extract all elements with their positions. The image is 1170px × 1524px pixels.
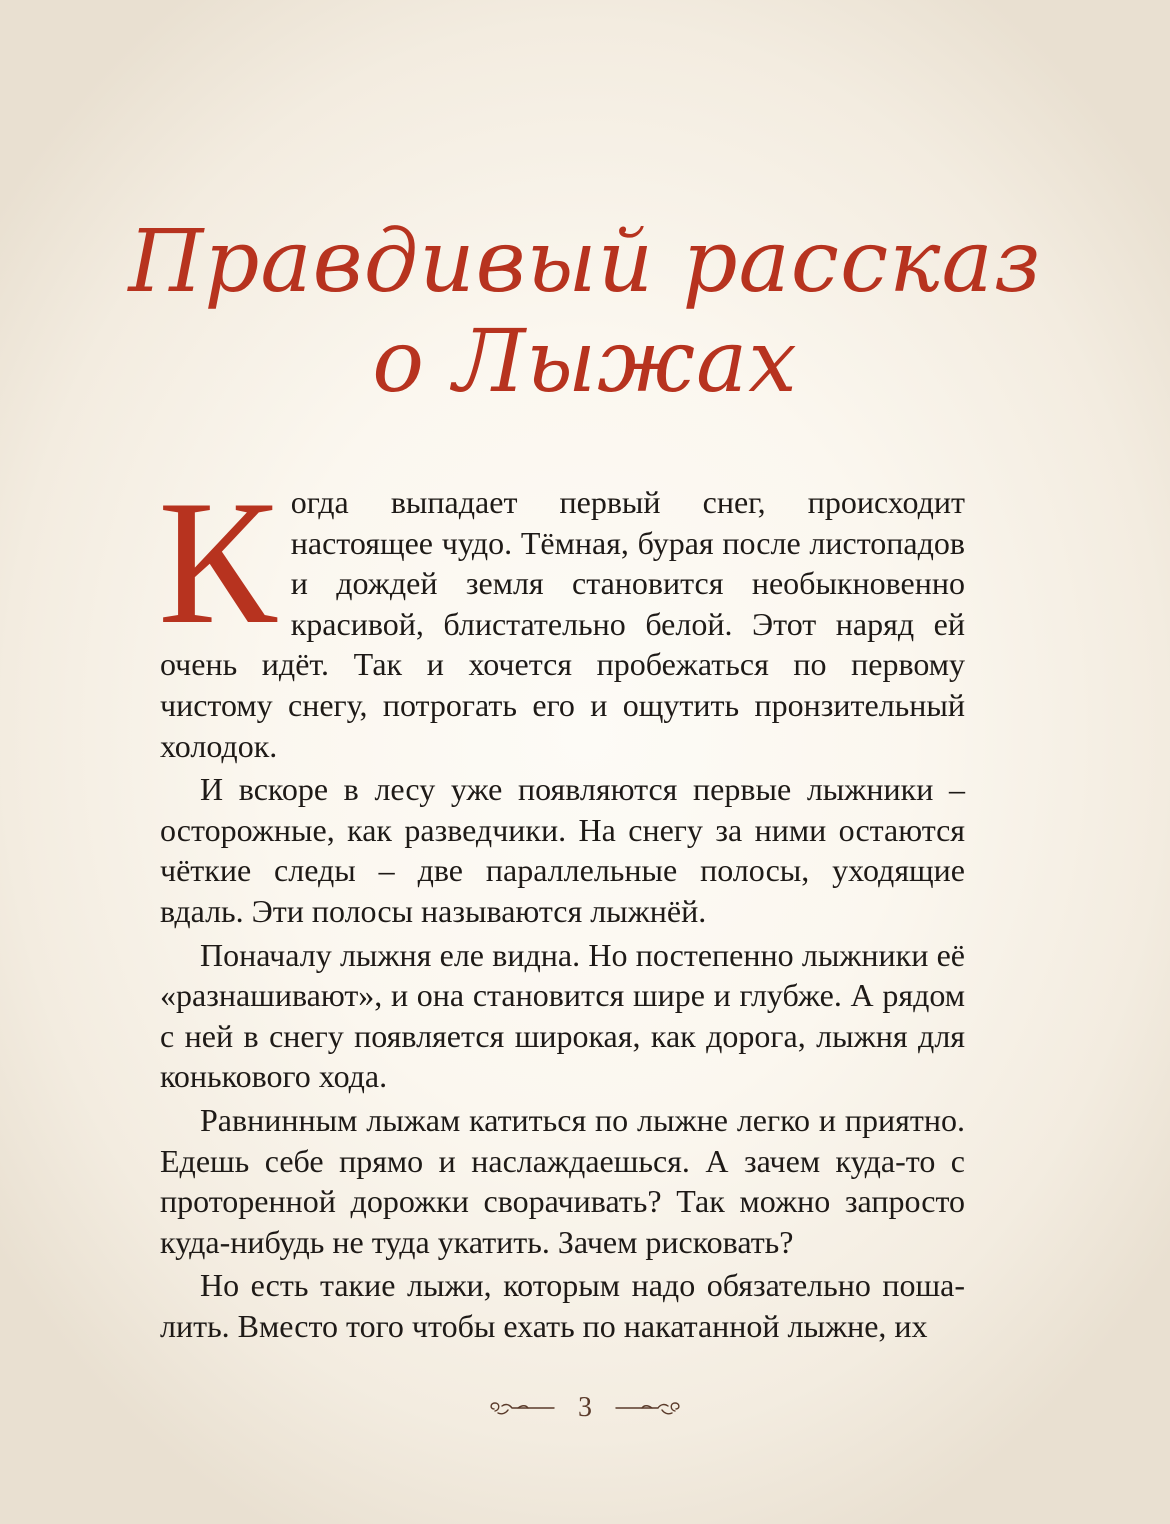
- paragraph-5: Но есть такие лыжи, которым надо обязательно пошалить. Вместо того чтобы ехать по накатанной лыжне, их: [160, 1267, 965, 1344]
- page-title: [0, 212, 1170, 412]
- title-line-2: о Лыжах: [372, 312, 798, 412]
- page-number: 3: [578, 1392, 592, 1423]
- flourish-right-icon: [614, 1397, 682, 1419]
- story-text: [158, 463, 965, 1349]
- flourish-left-icon: [488, 1397, 556, 1419]
- paragraph-1: [158, 463, 965, 766]
- drop-cap: К: [158, 463, 277, 661]
- paragraph-1-text: огда выпадает первый снег, происходит настоящее чудо. Тёмная, бурая после листопадов и дождей земля становится необыкновенно красивой, блистательно белой. Этот наряд ей очень идёт. Так и хочется пробежаться по первому чистому снегу, потрогать его и ощутить пронзительный холодок.: [160, 484, 965, 764]
- title-line-1: Правдивый рассказ: [128, 212, 1042, 312]
- paragraph-4: Равнинным лыжам катиться по лыжне легко и приятно. Едешь себе прямо и наслаждаешься. А зачем куда-то с проторенной дорожки сворачивать? Так можно запросто куда-нибудь не туда укатить. Зачем рисковать?: [160, 1101, 965, 1260]
- page-footer: [0, 1388, 1170, 1428]
- paragraph-2: И вскоре в лесу уже появляются первые лыжники – осторожные, как разведчики. На снегу за ними остаются чёткие следы – две параллельные полосы, уходящие вдаль. Эти полосы называются лыжнёй.: [160, 771, 965, 929]
- paragraph-3: Поначалу лыжня еле видна. Но постепенно лыжники её «разнашивают», и она становится шире и глубже. А рядом с ней в снегу появляется широкая, как дорога, лыжня для конькового хода.: [160, 936, 965, 1095]
